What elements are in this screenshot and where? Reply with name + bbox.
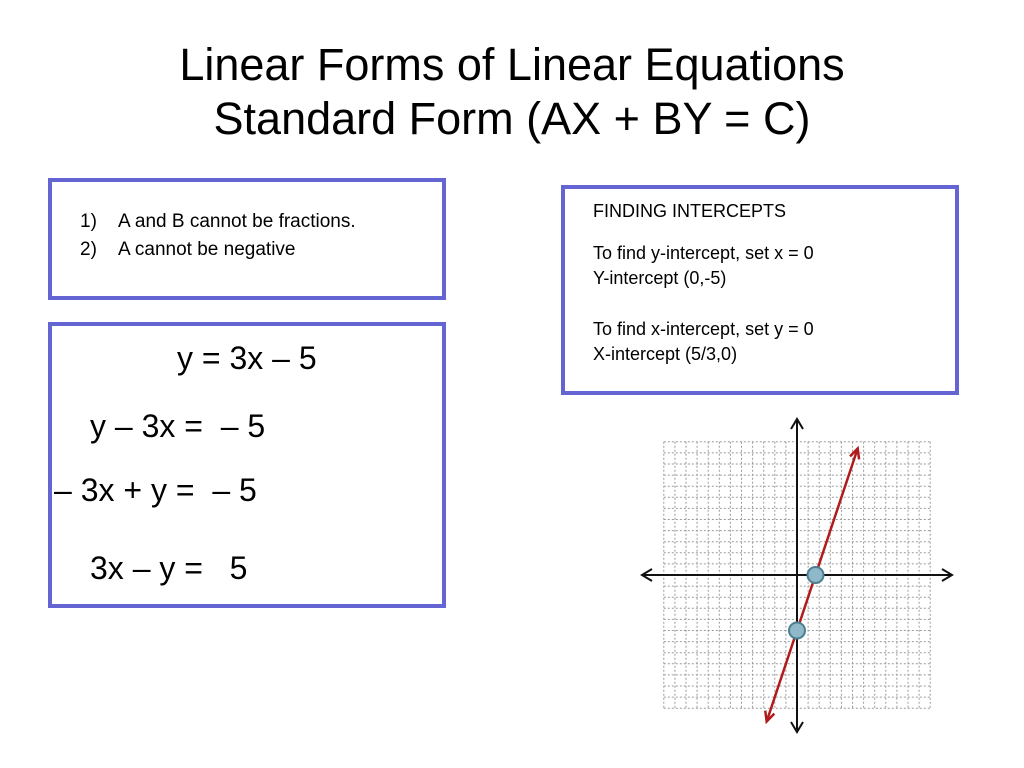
rules-box (48, 178, 446, 300)
equation-3: – 3x + y = – 5 (54, 472, 257, 508)
rule-text: A and B cannot be fractions. (118, 211, 356, 232)
coordinate-graph (636, 413, 958, 738)
slide-title (0, 38, 1024, 146)
y-intercept-result: Y-intercept (0,-5) (593, 268, 727, 288)
y-intercept-instruction: To find y-intercept, set x = 0 (593, 243, 814, 263)
equations-box (48, 322, 446, 608)
equation-2: y – 3x = – 5 (90, 408, 266, 444)
rule-item (80, 236, 356, 264)
intercepts-heading: FINDING INTERCEPTS (593, 201, 787, 221)
equation-4: 3x – y = 5 (90, 550, 248, 586)
rule-number: 1) (80, 211, 97, 232)
axes (642, 419, 952, 732)
x-intercept-result: X-intercept (5/3,0) (593, 344, 738, 364)
rule-item (80, 208, 356, 236)
plot-layer (765, 448, 859, 721)
rule-text: A cannot be negative (118, 239, 296, 260)
intercepts-box (561, 185, 959, 395)
title-line-1: Linear Forms of Linear Equations (179, 39, 845, 90)
equation-1: y = 3x – 5 (177, 340, 317, 376)
rule-number: 2) (80, 239, 97, 260)
rules-list (80, 208, 356, 264)
y-intercept-point (789, 623, 805, 639)
x-intercept-point (808, 567, 824, 583)
title-line-2: Standard Form (AX + BY = C) (213, 93, 811, 144)
x-intercept-instruction: To find x-intercept, set y = 0 (593, 319, 814, 339)
line-y-equals-3x-minus-5 (767, 448, 858, 721)
